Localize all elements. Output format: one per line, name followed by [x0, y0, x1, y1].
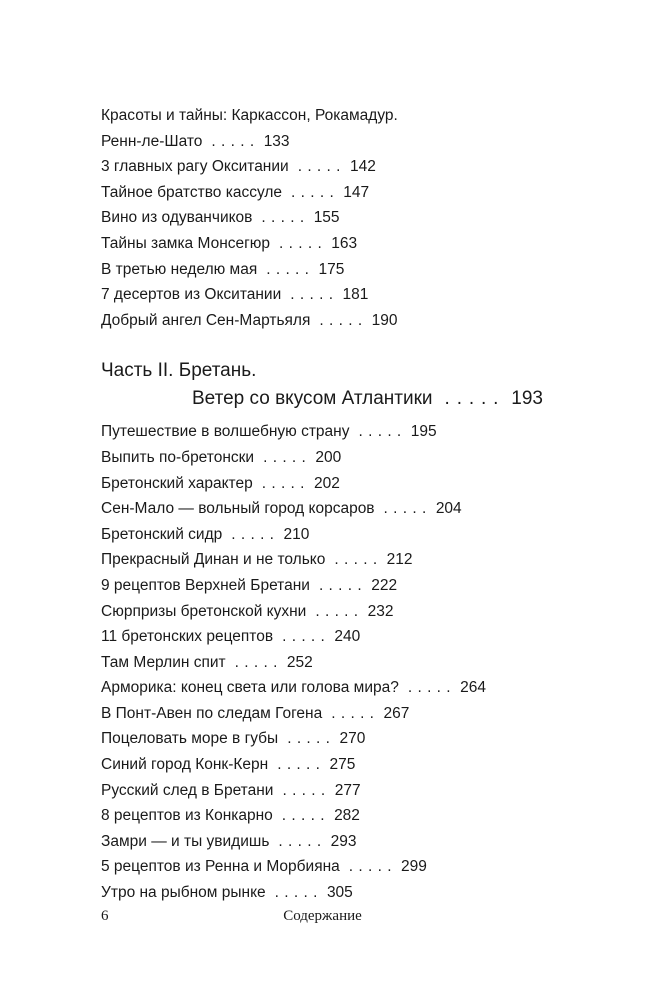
toc-entry — [101, 419, 571, 445]
toc-entry — [101, 573, 571, 599]
toc-leader-dots: . . . . . — [274, 884, 318, 902]
toc-page-number: 305 — [326, 884, 353, 902]
toc-entry-title: Тайны замка Монсегюр — [101, 234, 271, 252]
toc-entry-title: 11 бретонских рецептов — [101, 628, 274, 646]
toc-entry — [101, 726, 571, 752]
toc-entry-title: 7 десертов из Окситании — [101, 286, 282, 304]
toc-leader-dots: . . . . . — [278, 832, 322, 850]
toc-entry — [101, 445, 571, 471]
toc-leader-dots: . . . . . — [211, 132, 255, 150]
toc-entry-title: Русский след в Бретани — [101, 781, 274, 799]
toc-entry-title: Бретонский сидр — [101, 525, 223, 543]
part-heading-subtitle-row — [101, 385, 571, 413]
toc-entry — [101, 205, 571, 231]
toc-entry — [101, 803, 571, 829]
toc-entry — [101, 752, 571, 778]
toc-entry-title: Вино из одуванчиков — [101, 209, 253, 227]
toc-page-number: 293 — [330, 832, 357, 850]
table-of-contents — [101, 103, 571, 906]
toc-entry-title: Утро на рыбном рынке — [101, 884, 266, 902]
toc-page-number: 252 — [286, 653, 313, 671]
toc-entry — [101, 154, 571, 180]
toc-entry — [101, 829, 571, 855]
toc-page-number: 190 — [371, 311, 398, 329]
toc-entry-title: 9 рецептов Верхней Бретани — [101, 576, 310, 594]
toc-page-number: 264 — [460, 679, 486, 697]
toc-page-number: 270 — [339, 730, 366, 748]
toc-entry-title: 8 рецептов из Конкарно — [101, 807, 273, 825]
part-heading — [101, 357, 571, 413]
toc-page-number: 163 — [331, 234, 358, 252]
toc-entry — [101, 257, 571, 283]
toc-entry — [101, 778, 571, 804]
toc-page-number: 202 — [313, 474, 340, 492]
part-heading-title: Часть II. Бретань. — [101, 360, 257, 382]
toc-leader-dots: . . . . . — [444, 388, 500, 410]
toc-entry-title: Сен-Мало — вольный город корсаров — [101, 500, 375, 518]
toc-entry-title: Прекрасный Динан и не только — [101, 551, 326, 569]
toc-leader-dots: . . . . . — [407, 679, 452, 697]
toc-page-number: 240 — [334, 628, 361, 646]
toc-entry-title: Выпить по-бретонски — [101, 448, 255, 466]
toc-entry-title: Поцеловать море в губы — [101, 730, 279, 748]
toc-leader-dots: . . . . . — [318, 576, 363, 594]
toc-entry — [101, 308, 571, 334]
toc-leader-dots: . . . . . — [279, 234, 323, 252]
toc-leader-dots: . . . . . — [282, 628, 326, 646]
toc-entry-title: Добрый ангел Сен-Мартьяля — [101, 311, 311, 329]
toc-entry — [101, 103, 571, 154]
toc-entry — [101, 854, 571, 880]
toc-entry-title: В Понт-Авен по следам Гогена — [101, 704, 323, 722]
toc-entry — [101, 471, 571, 497]
toc-leader-dots: . . . . . — [334, 551, 378, 569]
toc-page-number: 155 — [313, 209, 340, 227]
toc-page-number: 282 — [334, 807, 360, 825]
toc-entry-title: 3 главных рагу Окситании — [101, 158, 289, 176]
toc-page-number: 210 — [283, 525, 310, 543]
toc-entry — [101, 522, 571, 548]
toc-entry — [101, 880, 571, 906]
part-heading-subtitle: Ветер со вкусом Атлантики — [192, 388, 433, 410]
toc-leader-dots: . . . . . — [261, 209, 305, 227]
toc-leader-dots: . . . . . — [281, 807, 326, 825]
toc-page-number: 200 — [315, 448, 342, 466]
toc-leader-dots: . . . . . — [331, 704, 375, 722]
toc-entry — [101, 650, 571, 676]
toc-page-number: 277 — [334, 781, 361, 799]
toc-entry-title: Красоты и тайны: Каркассон, Рокамадур. — [101, 107, 398, 124]
toc-leader-dots: . . . . . — [383, 500, 427, 518]
toc-page-number: 267 — [383, 704, 410, 722]
toc-page-number: 147 — [343, 183, 370, 201]
toc-page-number: 142 — [349, 158, 376, 176]
toc-entry — [101, 496, 571, 522]
toc-leader-dots: . . . . . — [348, 858, 393, 876]
toc-entry-title: 5 рецептов из Ренна и Морбияна — [101, 858, 340, 876]
toc-entry-title: Сюрпризы бретонской кухни — [101, 602, 307, 620]
toc-page-number: 204 — [435, 500, 462, 518]
toc-page-number: 133 — [263, 132, 290, 150]
toc-page-number: 222 — [371, 576, 398, 594]
toc-entry — [101, 180, 571, 206]
toc-entry-title: В третью неделю мая — [101, 260, 258, 278]
toc-entry-title: Тайное братство кассуле — [101, 183, 283, 201]
toc-leader-dots: . . . . . — [263, 448, 307, 466]
toc-entry-title: Синий город Конк-Керн — [101, 756, 269, 774]
toc-entry-title: Там Мерлин спит — [101, 653, 226, 671]
toc-entry — [101, 231, 571, 257]
toc-page-number: 193 — [511, 388, 543, 410]
toc-entry — [101, 282, 571, 308]
toc-entry — [101, 624, 571, 650]
toc-leader-dots: . . . . . — [319, 311, 363, 329]
toc-leader-dots: . . . . . — [291, 183, 335, 201]
footer-running-title: Содержание — [283, 908, 362, 924]
toc-page-number: 181 — [342, 286, 369, 304]
toc-leader-dots: . . . . . — [358, 423, 402, 441]
toc-page-number: 212 — [386, 551, 413, 569]
toc-leader-dots: . . . . . — [315, 602, 359, 620]
toc-leader-dots: . . . . . — [297, 158, 341, 176]
footer-page-number: 6 — [101, 908, 109, 924]
toc-entry — [101, 701, 571, 727]
toc-page-number: 299 — [401, 858, 427, 876]
toc-leader-dots: . . . . . — [290, 286, 334, 304]
toc-entry-title: Бретонский характер — [101, 474, 253, 492]
toc-page-number: 275 — [329, 756, 356, 774]
toc-leader-dots: . . . . . — [231, 525, 275, 543]
toc-entry-title: Замри — и ты увидишь — [101, 832, 270, 850]
toc-leader-dots: . . . . . — [261, 474, 305, 492]
toc-leader-dots: . . . . . — [266, 260, 310, 278]
toc-entry-title-continued: Ренн-ле-Шато — [101, 132, 203, 150]
toc-page-number: 195 — [410, 423, 437, 441]
toc-leader-dots: . . . . . — [287, 730, 331, 748]
toc-entry — [101, 599, 571, 625]
toc-entry-title: Арморика: конец света или голова мира? — [101, 679, 399, 697]
toc-leader-dots: . . . . . — [234, 653, 278, 671]
toc-page-number: 232 — [367, 602, 394, 620]
toc-page-number: 175 — [318, 260, 345, 278]
toc-leader-dots: . . . . . — [277, 756, 321, 774]
toc-entry-title: Путешествие в волшебную страну — [101, 423, 350, 441]
toc-leader-dots: . . . . . — [282, 781, 326, 799]
toc-entry — [101, 547, 571, 573]
toc-entry — [101, 675, 571, 701]
